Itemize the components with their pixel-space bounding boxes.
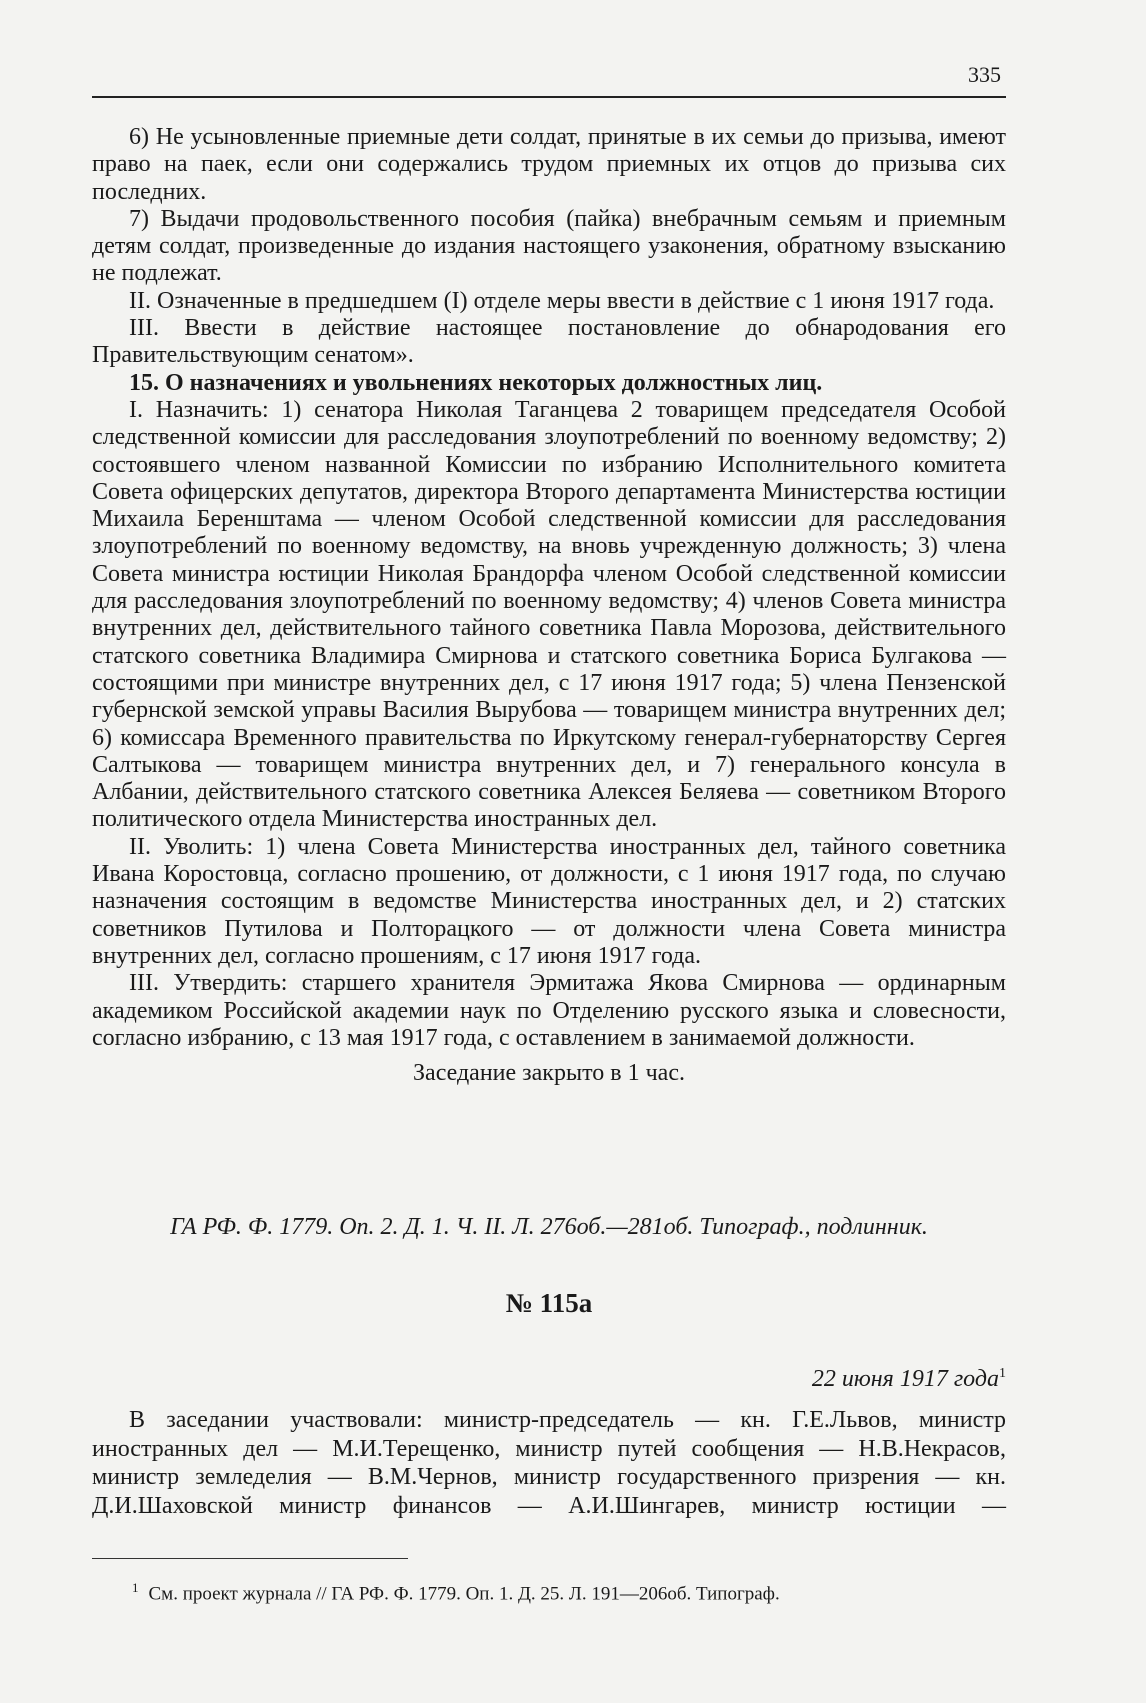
- participants-text: В заседании участвовали: министр-председатель — кн. Г.Е.Львов, министр иностранных дел — М.И.Терещенко, министр путей сообщения — Н.В.Некрасов, министр земледелия — В.М.Чернов, министр государственного призрения — кн. Д.И.Шаховской министр финансов — А.И.Шингарев, министр юстиции —: [92, 1407, 1006, 1519]
- session-closed: Заседание закрыто в 1 час.: [413, 1060, 685, 1087]
- paragraph-dismiss: II. Уволить: 1) члена Совета Министерства иностранных дел, тайного советника Ивана Коростовца, согласно прошению, от должности, с 1 июня 1917 года, по случаю назначения состоящим в ведомстве Министерства иностранных дел, и 2) статских советников Путилова и Полторацкого — от должности члена Совета министра внутренних дел, согласно прошениям, с 17 июня 1917 года.: [92, 833, 1006, 969]
- paragraph-7: 7) Выдачи продовольственного пособия (пайка) внебрачным семьям и приемным детям солдат, произведенные до издания настоящего узаконения, обратному взысканию не подлежат.: [92, 205, 1006, 287]
- document-number: № 115а: [505, 1288, 593, 1318]
- document-body: [92, 124, 1006, 1087]
- page-number: 335: [968, 62, 1001, 87]
- header-rule: [92, 96, 1006, 98]
- footnote-mark: 1: [132, 1580, 139, 1595]
- date-footnote-mark: 1: [999, 1366, 1006, 1381]
- paragraph-section-iii: III. Ввести в действие настоящее постановление до обнародования его Правительствующим сенатом».: [92, 315, 1006, 369]
- document-date-text: 22 июня 1917 года: [811, 1366, 999, 1392]
- footnote-text: См. проект журнала // ГА РФ. Ф. 1779. Оп. 1. Д. 25. Л. 191—206об. Типограф.: [148, 1583, 780, 1605]
- paragraph-section-ii: II. Означенные в предшедшем (I) отделе меры ввести в действие с 1 июня 1917 года.: [129, 287, 995, 314]
- paragraph-6: 6) Не усыновленные приемные дети солдат, принятые в их семьи до призыва, имеют право на паек, если они содержались трудом приемных их отцов до призыва сих последних.: [92, 124, 1006, 205]
- archive-reference: ГА РФ. Ф. 1779. Оп. 2. Д. 1. Ч. II. Л. 276об.—281об. Типограф., подлинник.: [170, 1214, 928, 1240]
- paragraph-approve: III. Утвердить: старшего хранителя Эрмитажа Якова Смирнова — ординарным академиком Российской академии наук по Отделению русского языка и словесности, согласно избранию, с 13 мая 1917 года, с оставлением в занимаемой должности.: [92, 970, 1006, 1051]
- paragraph-appoint: I. Назначить: 1) сенатора Николая Таганцева 2 товарищем председателя Особой следственной комиссии для расследования злоупотреблений по военному ведомству; 2) состоявшего членом названной Комиссии по избранию Исполнительного комитета Совета офицерских депутатов, директора Второго департамента Министерства юстиции Михаила Беренштама — членом Особой следственной комиссии для расследования злоупотреблений по военному ведомству, на вновь учрежденную должность; 3) члена Совета министра юстиции Николая Брандорфа членом Особой следственной комиссии для расследования злоупотреблений по военному ведомству; 4) членов Совета министра внутренних дел, действительного тайного советника Павла Морозова, действительного статского советника Владимира Смирнова и статского советника Бориса Булгакова — состоящими при министре внутренних дел, с 17 июня 1917 года; 5) члена Пензенской губернской земской управы Василия Вырубова — товарищем министра внутренних дел; 6) комиссара Временного правительства по Иркутскому генерал-губернаторству Сергея Салтыкова — товарищем министра внутренних дел, и 7) генерального консула в Албании, действительного статского советника Алексея Беляева — советником Второго политического отдела Министерства иностранных дел.: [92, 396, 1006, 833]
- document-date: [812, 1366, 1006, 1393]
- item-15-heading: 15. О назначениях и увольнениях некоторых должностных лиц.: [129, 369, 823, 396]
- footnote: [132, 1580, 780, 1605]
- participants-block: [92, 1406, 1006, 1520]
- footnote-rule: [92, 1558, 408, 1559]
